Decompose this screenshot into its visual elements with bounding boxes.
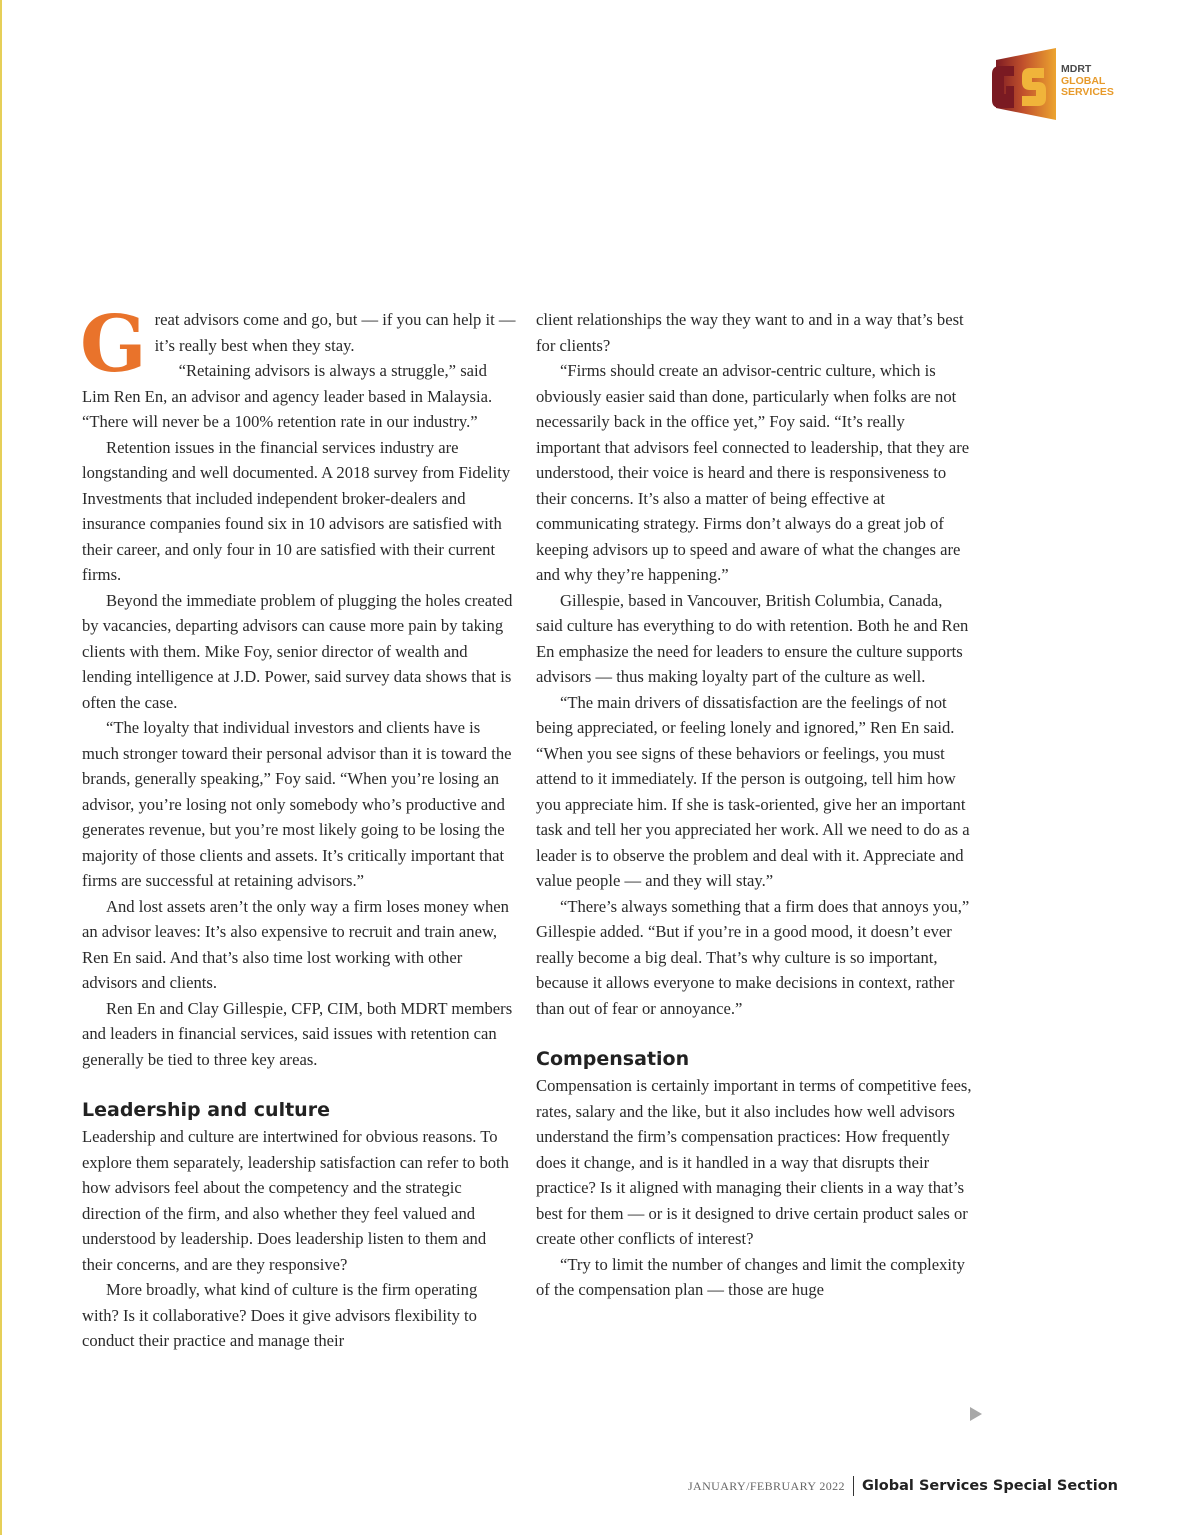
issue-date: JANUARY/FEBRUARY 2022 bbox=[687, 1478, 845, 1493]
drop-cap: G bbox=[80, 299, 147, 390]
body-paragraph: “Try to limit the number of changes and limit the complexity of the compensation plan — those are huge bbox=[536, 1254, 965, 1299]
body-paragraph: Ren En and Clay Gillespie, CFP, CIM, both MDRT members and leaders in financial services, said issues with retention can generally be tied to three key areas. bbox=[82, 998, 513, 1069]
body-paragraph: “Firms should create an advisor-centric culture, which is obviously easier said than done, particularly when folks are not necessarily back in the office yet,” Foy said. “It’s really important that advisors feel connected to leadership, that they are understood, their voice is heard and there is responsiveness to their concerns. It’s also a matter of being effective at communicating strategy. Firms don’t always do a great job of keeping advisors up to speed and aware of what the changes are and why they’re happening.” bbox=[536, 361, 970, 584]
body-paragraph: client relationships the way they want to and in a way that’s best for clients? bbox=[536, 310, 964, 355]
body-paragraph: “Retaining advisors is always a struggle,” said Lim Ren En, an advisor and agency leader based in Malaysia. “There will never be a 100% retention rate in our industry.” bbox=[82, 361, 493, 431]
body-paragraph: “The main drivers of dissatisfaction are the feelings of not being appreciated, or feeling lonely and ignored,” Ren En said. “When you see signs of these behaviors or feelings, you must attend to it immediately. If the person is outgoing, tell him how you appreciate him. If she is task-oriented, give her an important task and tell her you appreciated her work. All we need to do as a leader is to observe the problem and deal with it. Appreciate and value people — and they will stay.” bbox=[536, 692, 970, 890]
footer-divider bbox=[853, 1476, 854, 1496]
body-paragraph: And lost assets aren’t the only way a firm loses money when an advisor leaves: It’s also expensive to recruit and train anew, Ren En said. And that’s also time lost working with other advisors and clients. bbox=[82, 896, 509, 992]
left-column bbox=[80, 299, 518, 1354]
logo-line-services: SERVICES bbox=[1061, 86, 1114, 98]
logo-wordmark bbox=[1061, 64, 1114, 99]
intro-text: reat advisors come and go, but — if you can help it — it’s really best when they stay. bbox=[154, 310, 516, 355]
right-column bbox=[536, 307, 972, 1303]
logo-line-global: GLOBAL bbox=[1061, 74, 1106, 87]
section-heading-compensation: Compensation bbox=[536, 1048, 690, 1070]
logo-line-mdrt: MDRT bbox=[1061, 63, 1092, 75]
continue-arrow-icon bbox=[970, 1407, 982, 1421]
body-paragraph: Beyond the immediate problem of plugging the holes created by vacancies, departing advisors can cause more pain by taking clients with them. Mike Foy, senior director of wealth and lending intelligence at J.D. Power, said survey data shows that is often the case. bbox=[82, 590, 513, 712]
body-paragraph: “The loyalty that individual investors and clients have is much stronger toward their personal advisor than it is toward the brands, generally speaking,” Foy said. “When you’re losing an advisor, you’re losing not only somebody who’s productive and generates revenue, but you’re most likely going to be losing the majority of those clients and assets. It’s critically important that firms are successful at retaining advisors.” bbox=[82, 718, 512, 890]
page-edge-rule bbox=[0, 0, 2, 1535]
body-paragraph: Leadership and culture are intertwined for obvious reasons. To explore them separately, leadership satisfaction can refer to both how advisors feel about the competency and the strategic direction of the firm, and also whether they feel valued and understood by leadership. Does leadership listen to them and their concerns, and are they responsive? bbox=[82, 1127, 509, 1274]
page-footer bbox=[688, 1475, 1118, 1497]
body-paragraph: Retention issues in the financial services industry are longstanding and well documented. A 2018 survey from Fidelity Investments that included independent broker-dealers and insurance companies found six in 10 advisors are satisfied with their career, and only four in 10 are satisfied with their current firms. bbox=[82, 437, 511, 584]
section-title: Global Services Special Section bbox=[861, 1478, 1118, 1494]
intro-paragraph bbox=[80, 299, 518, 390]
body-paragraph: Compensation is certainly important in terms of competitive fees, rates, salary and the like, but it also includes how well advisors understand the firm’s compensation practices: How frequently does it change, and is it handled in a way that disrupts their practice? Is it aligned with managing their clients in a way that’s best for them — or is it designed to drive certain product sales or create other conflicts of interest? bbox=[536, 1076, 972, 1248]
body-paragraph: More broadly, what kind of culture is the firm operating with? Is it collaborative? Does it give advisors flexibility to conduct their practice and manage their bbox=[82, 1280, 478, 1350]
section-heading-leadership: Leadership and culture bbox=[82, 1099, 330, 1121]
body-paragraph: “There’s always something that a firm does that annoys you,” Gillespie added. “But if you’re in a good mood, it doesn’t ever really become a big deal. That’s why culture is so important, because it allows everyone to make decisions in context, rather than out of fear or annoyance.” bbox=[536, 896, 970, 1018]
body-paragraph: Gillespie, based in Vancouver, British Columbia, Canada, said culture has everything to do with retention. Both he and Ren En emphasize the need for leaders to ensure the culture supports advisors — thus making loyalty part of the culture as well. bbox=[536, 590, 969, 686]
